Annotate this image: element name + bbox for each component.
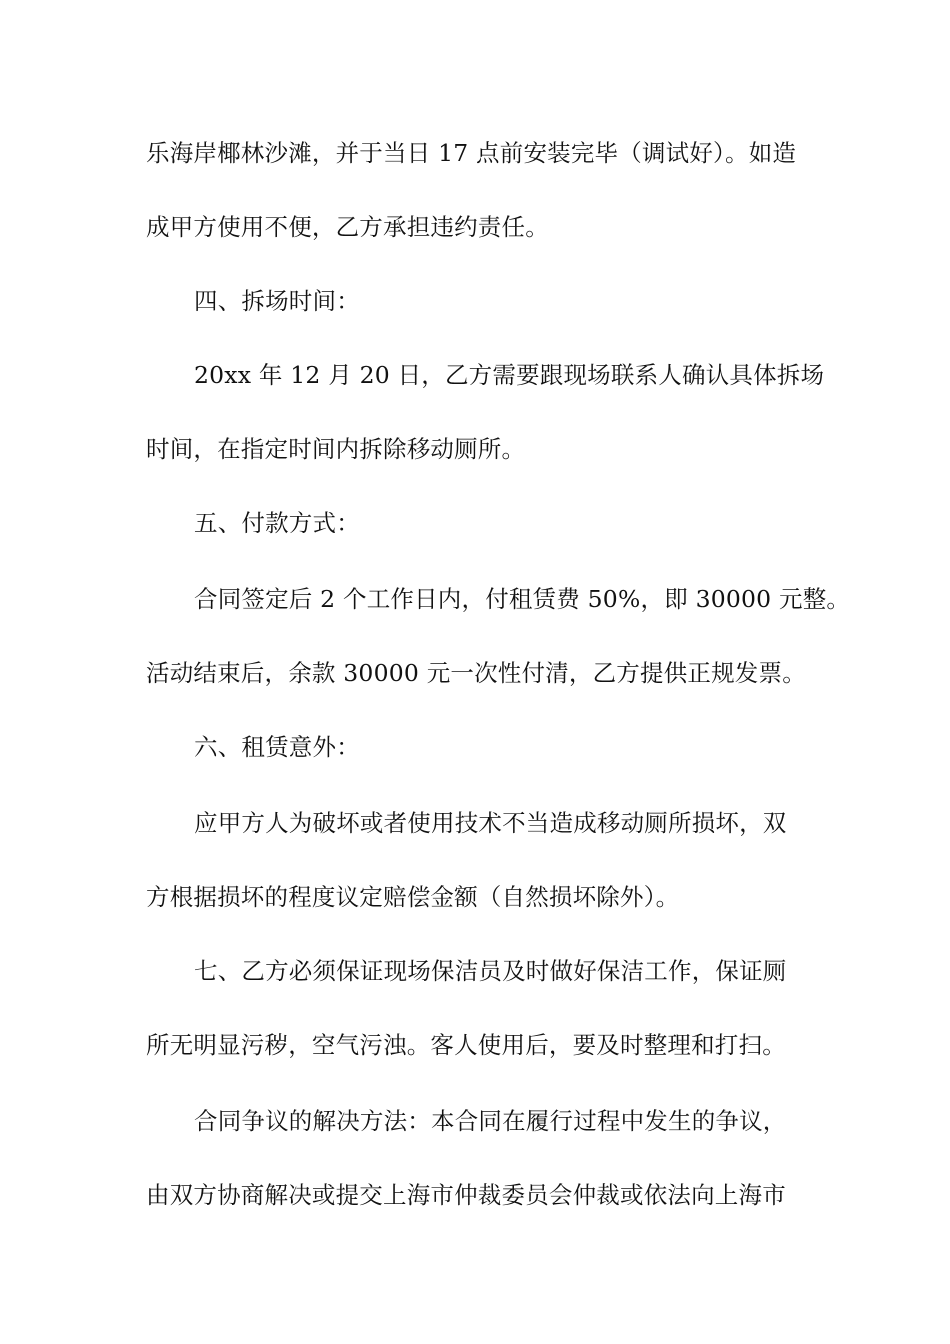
- text-line: 所无明显污秽，空气污浊。客人使用后，要及时整理和打扫。: [146, 1031, 786, 1059]
- text-line: 活动结束后，余款 30000 元一次性付清，乙方提供正规发票。: [146, 659, 806, 687]
- text-line: 合同签定后 2 个工作日内，付租赁费 50%，即 30000 元整。: [194, 585, 851, 613]
- text-line: 合同争议的解决方法：本合同在履行过程中发生的争议，: [194, 1107, 787, 1135]
- section-heading: 五、付款方式：: [194, 509, 360, 537]
- text-line: 时间，在指定时间内拆除移动厕所。: [146, 435, 526, 463]
- text-line: 20xx 年 12 月 20 日，乙方需要跟现场联系人确认具体拆场: [194, 361, 825, 389]
- section-heading: 六、租赁意外：: [194, 733, 360, 761]
- text-line: 七、乙方必须保证现场保洁员及时做好保洁工作，保证厕: [194, 957, 787, 985]
- section-heading: 四、拆场时间：: [194, 287, 360, 315]
- text-line: 由双方协商解决或提交上海市仲裁委员会仲裁或依法向上海市: [146, 1181, 786, 1209]
- text-line: 成甲方使用不便，乙方承担违约责任。: [146, 213, 549, 241]
- text-line: 应甲方人为破坏或者使用技术不当造成移动厕所损坏，双: [194, 809, 787, 837]
- text-line: 方根据损坏的程度议定赔偿金额（自然损坏除外）。: [146, 883, 680, 911]
- text-line: 乐海岸椰林沙滩，并于当日 17 点前安装完毕（调试好）。如造: [146, 139, 797, 167]
